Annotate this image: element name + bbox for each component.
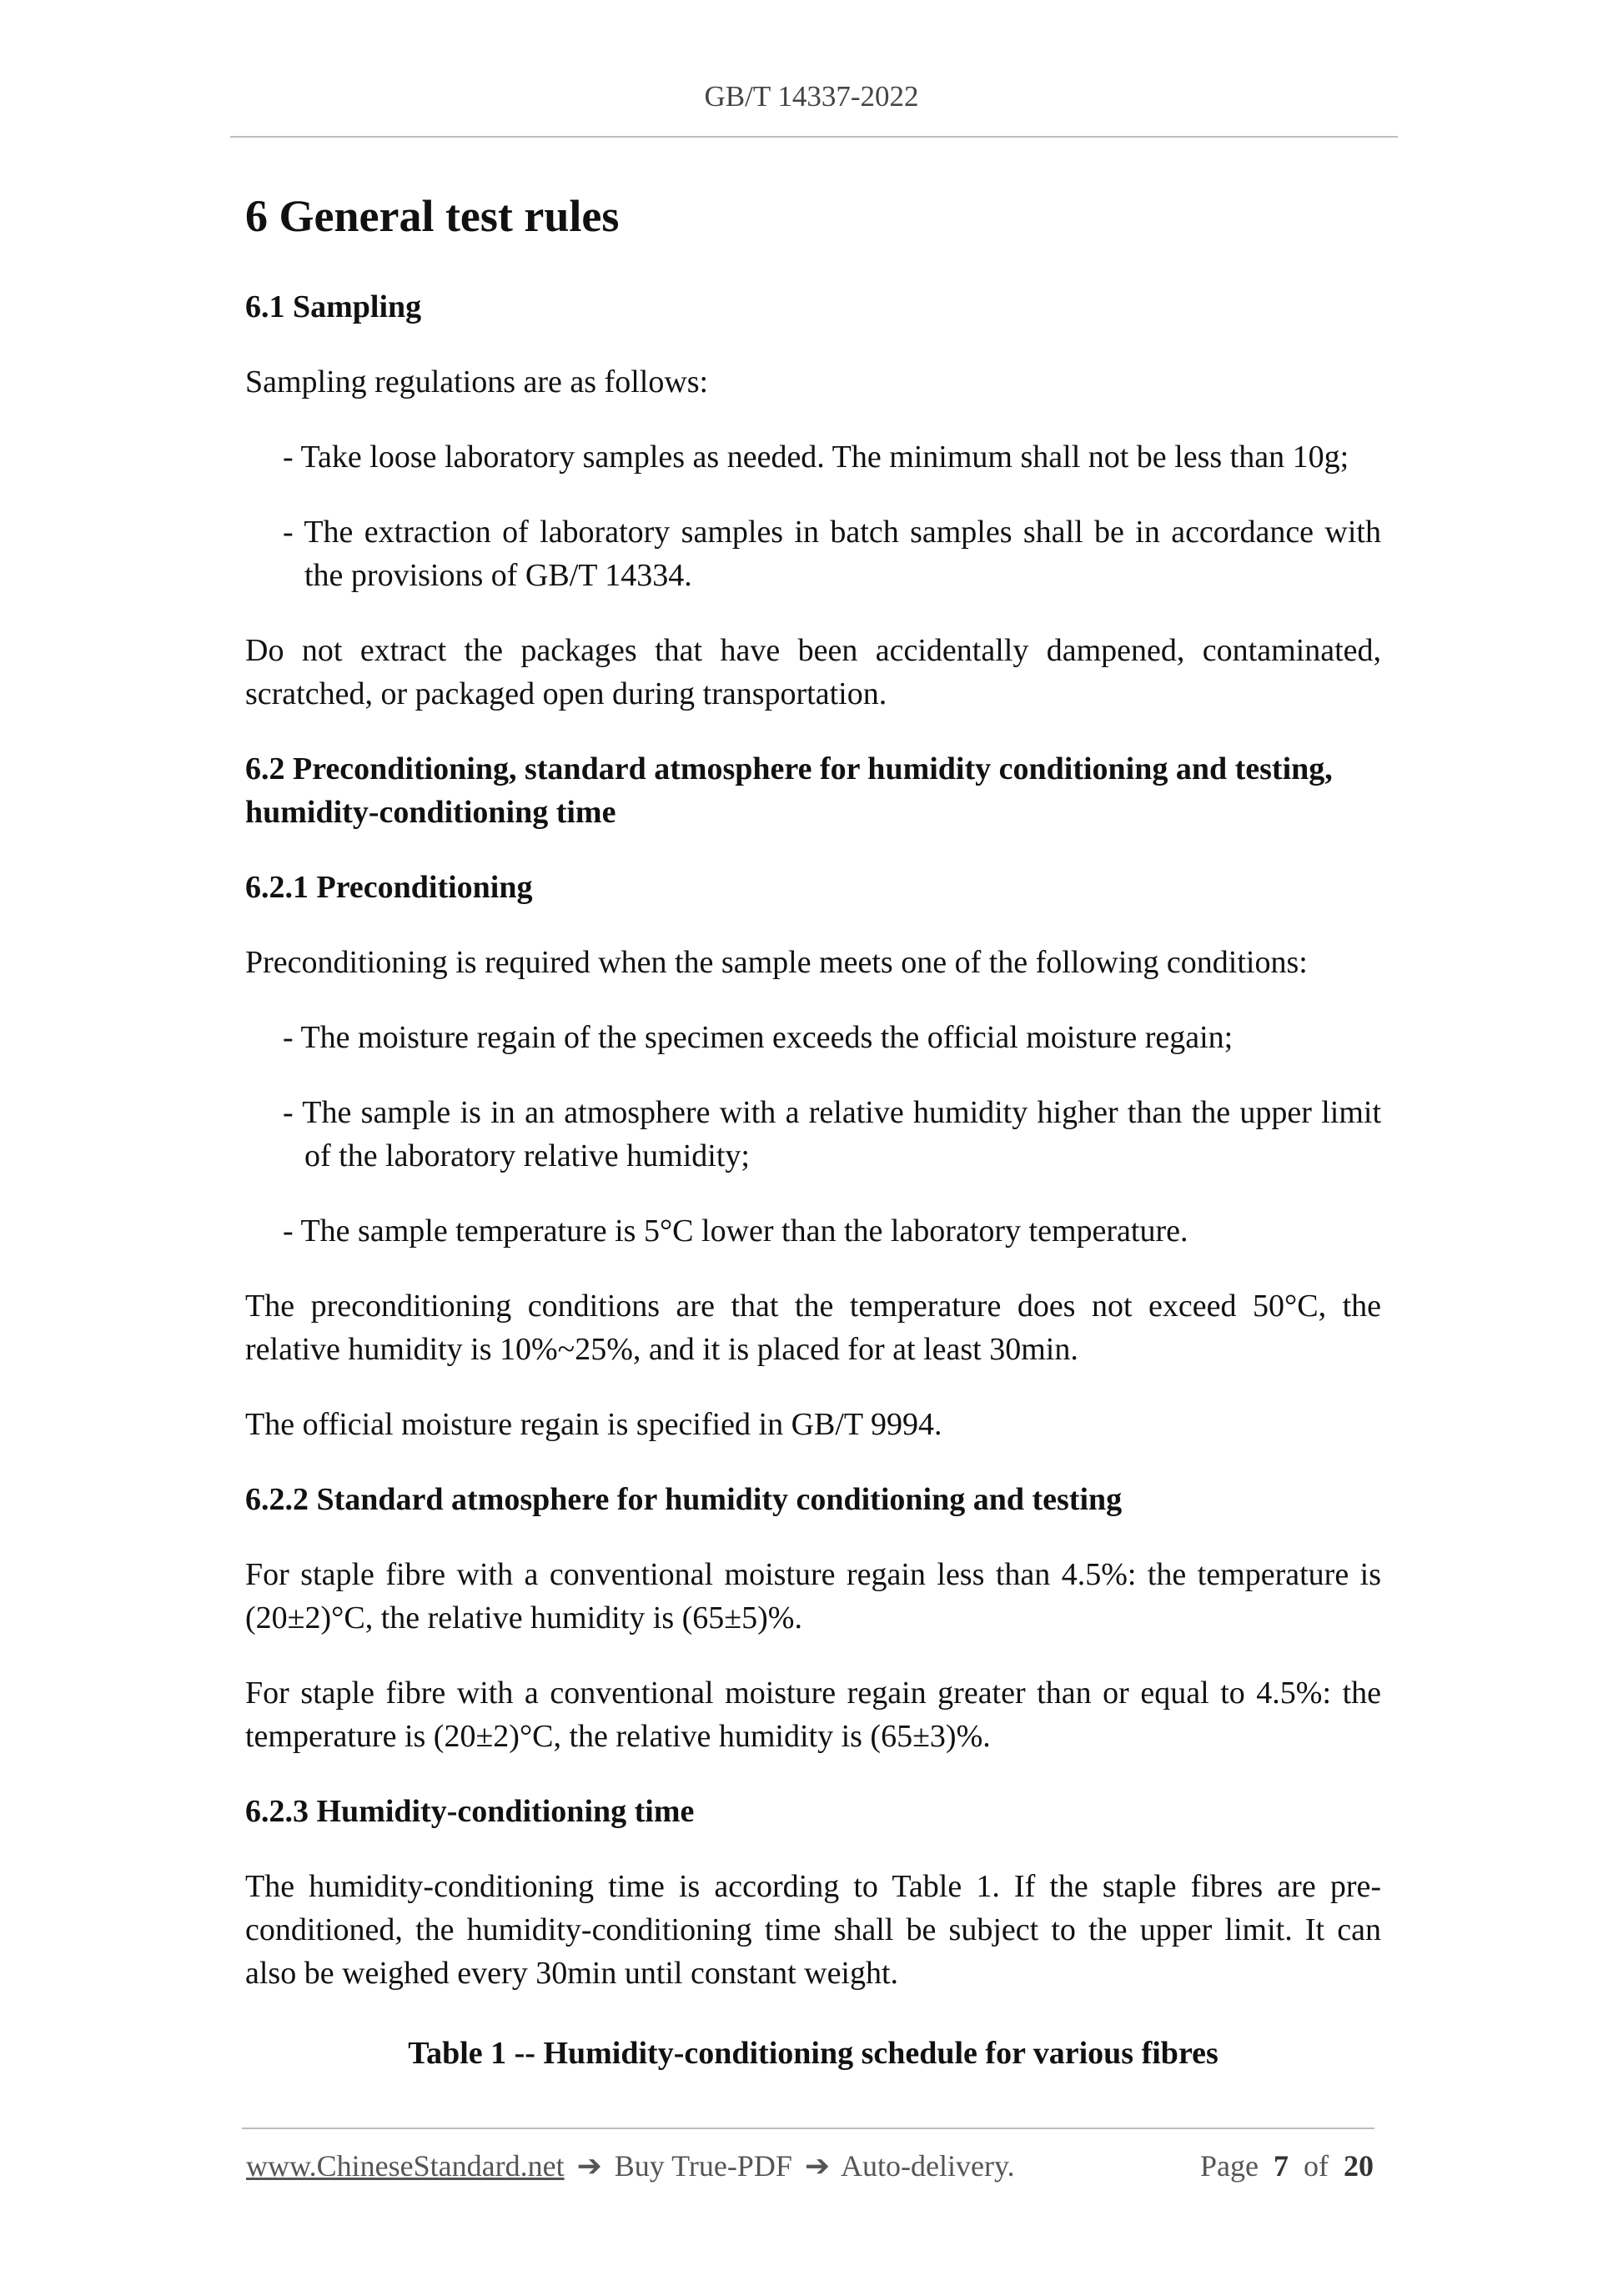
heading-6-2-2: 6.2.2 Standard atmosphere for humidity conditioning and testing [245,1482,1123,1517]
page-counter [1200,2148,1374,2183]
page-label: Page [1200,2149,1259,2183]
of-label: of [1304,2149,1329,2183]
heading-6-2-1: 6.2.1 Preconditioning [245,870,533,905]
auto-delivery-text: Auto-delivery. [841,2149,1015,2183]
footer-promo [246,2148,1015,2183]
buy-pdf-text: Buy True-PDF [614,2149,792,2183]
preconditioning-bullet-3: - The sample temperature is 5°C lower than the laboratory temperature. [283,1213,1188,1248]
heading-6-2-3: 6.2.3 Humidity-conditioning time [245,1794,695,1829]
preconditioning-bullet-2: - The sample is in an atmosphere with a relative humidity higher than the upper limit of the laboratory relative humidity; [283,1095,1381,1173]
footer-divider [242,2128,1374,2129]
arrow-right-icon: ➔ [804,2149,831,2183]
preconditioning-bullet-1: - The moisture regain of the specimen exceeds the official moisture regain; [283,1020,1234,1055]
table-1-caption: Table 1 -- Humidity-conditioning schedule for various fibres [408,2036,1219,2071]
page-number: 7 [1274,2149,1289,2183]
section-title: 6 General test rules [245,191,620,241]
sampling-intro: Sampling regulations are as follows: [245,364,709,399]
running-header: GB/T 14337-2022 [704,80,919,113]
sampling-note: Do not extract the packages that have been accidentally dampened, contaminated, scratched, or packaged open during transportation. [245,633,1381,711]
standard-atmosphere-p1: For staple fibre with a conventional moisture regain less than 4.5%: the temperature is (20±2)°C, the relative humidity is (65±5)%. [245,1557,1381,1635]
arrow-right-icon: ➔ [576,2149,602,2183]
standard-atmosphere-p2: For staple fibre with a conventional moisture regain greater than or equal to 4.5%: the temperature is (20±2)°C, the relative humidity is (65±3)%. [245,1676,1381,1754]
sampling-bullet-1: - Take loose laboratory samples as needed. The minimum shall not be less than 10g; [283,440,1349,475]
header-divider [230,136,1398,138]
site-link[interactable]: www.ChineseStandard.net [246,2149,565,2183]
preconditioning-conditions: The preconditioning conditions are that the temperature does not exceed 50°C, the relative humidity is 10%~25%, and it is placed for at least 30min. [245,1289,1381,1367]
page-footer [246,2148,1374,2183]
preconditioning-intro: Preconditioning is required when the sample meets one of the following conditions: [245,945,1308,980]
conditioning-time-p1: The humidity-conditioning time is according to Table 1. If the staple fibres are pre-conditioned, the humidity-conditioning time shall be subject to the upper limit. It can also be weighed every 30min until constant weight. [245,1869,1381,1991]
page-total: 20 [1344,2149,1374,2183]
page-content [245,187,1381,2075]
heading-6-2: 6.2 Preconditioning, standard atmosphere for humidity conditioning and testing, humidity-conditioning time [245,751,1333,830]
sampling-bullet-2: - The extraction of laboratory samples in batch samples shall be in accordance with the provisions of GB/T 14334. [283,515,1381,593]
heading-6-1: 6.1 Sampling [245,289,422,324]
official-regain: The official moisture regain is specified in GB/T 9994. [245,1407,942,1442]
